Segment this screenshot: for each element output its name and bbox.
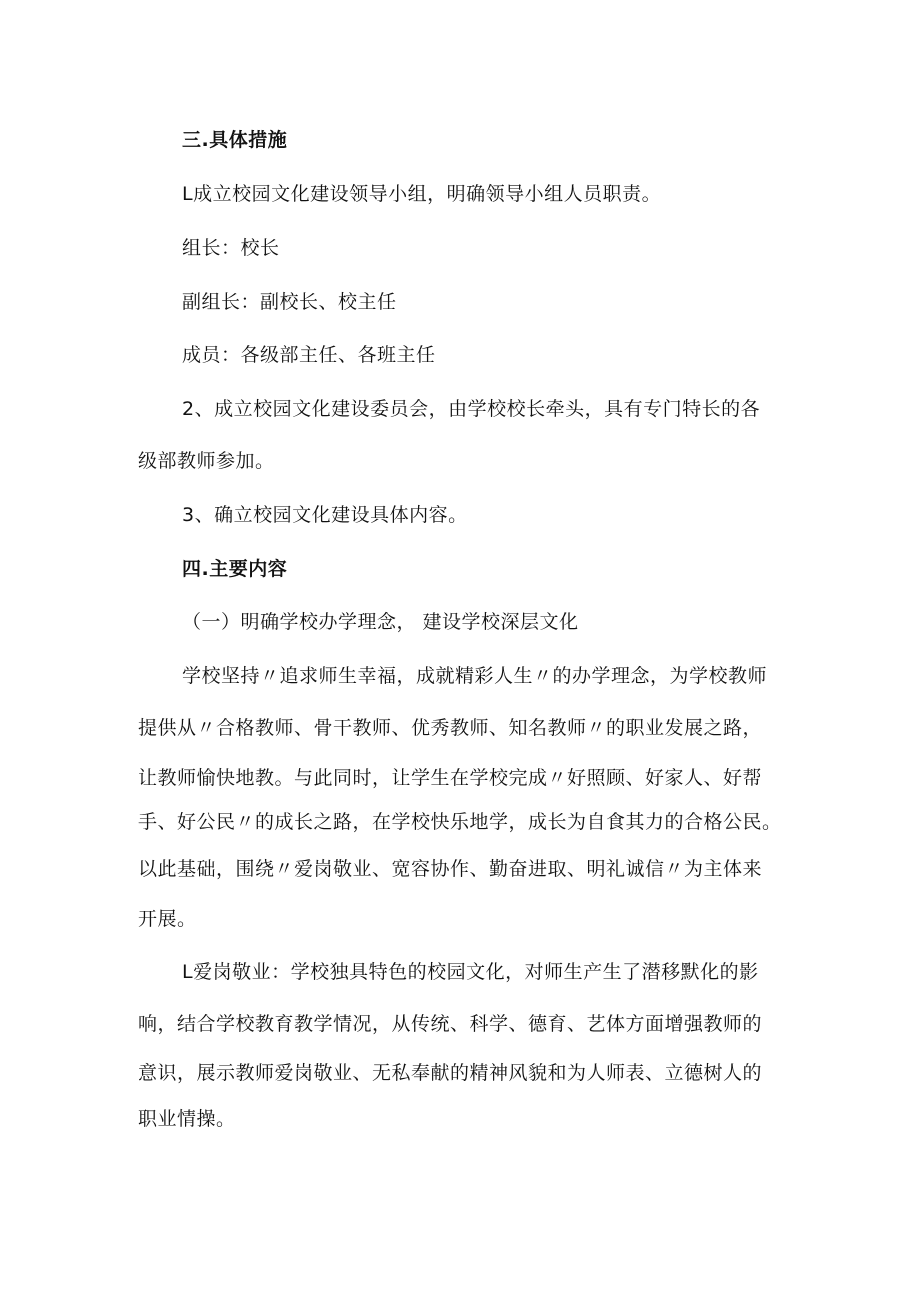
section-4-heading: 四.主要内容 [182,558,288,580]
deputy-leader-line: 副组长：副校长、校主任 [182,291,397,313]
paragraph-2-line-3: 意识，展示教师爱岗敬业、无私奉献的精神风貌和为人师表、立德树人的 [138,1062,763,1084]
paragraph-1-line-5: 以此基础，围绕〃爱岗敬业、宽容协作、勤奋进取、明礼诚信〃为主体来 [138,858,763,880]
group-leader-line: 组长：校长 [182,237,280,259]
paragraph-1-line-3: 让教师愉快地教。与此同时，让学生在学校完成〃好照顾、好家人、好帮 [138,767,763,789]
measure-item-3: 3、确立校园文化建设具体内容。 [182,504,468,526]
measure-item-2-line-1: 2、成立校园文化建设委员会，由学校校长牵头，具有专门特长的各 [182,398,761,420]
paragraph-2-line-2: 响，结合学校教育教学情况，从传统、科学、德育、艺体方面增强教师的 [138,1013,763,1035]
paragraph-2-line-4: 职业情操。 [138,1108,236,1130]
paragraph-2-line-1: L爱岗敬业：学校独具特色的校园文化，对师生产生了潜移默化的影 [182,961,759,983]
section-3-heading: 三.具体措施 [182,129,288,151]
measure-item-2-line-2: 级部教师参加。 [138,450,275,472]
paragraph-1-line-1: 学校坚持〃追求师生幸福，成就精彩人生〃的办学理念，为学校教师 [182,665,768,687]
members-line: 成员：各级部主任、各班主任 [182,344,436,366]
measure-item-1: L成立校园文化建设领导小组，明确领导小组人员职责。 [182,183,662,205]
subsection-1-heading: （一）明确学校办学理念， 建设学校深层文化 [182,611,579,633]
paragraph-1-line-2: 提供从〃合格教师、骨干教师、优秀教师、知名教师〃的职业发展之路， [138,717,763,739]
paragraph-1-line-6: 开展。 [138,908,197,930]
paragraph-1-line-4: 手、好公民〃的成长之路，在学校快乐地学，成长为自食其力的合格公民。 [138,811,782,833]
